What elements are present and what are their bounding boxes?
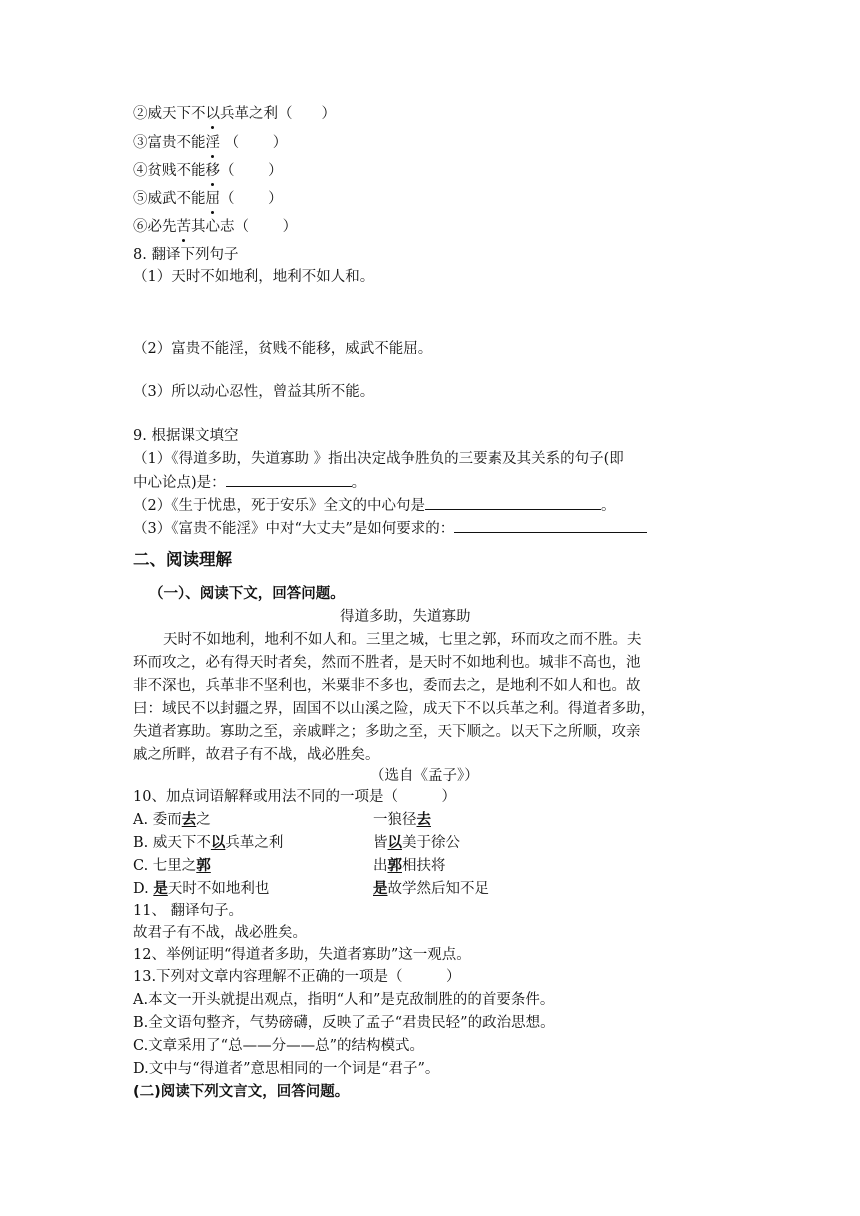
option-text: 兵革之利 xyxy=(225,835,284,851)
q10-option-b xyxy=(133,833,283,853)
q7-item-4-blank: （ ） xyxy=(220,163,283,179)
q7-item-5-text: ⑤威武不能 xyxy=(133,191,206,207)
passage-line: 天时不如地利，地利不如人和。三里之城，七里之郭，环而攻之而不胜。夫 xyxy=(163,632,642,648)
q13-option-b: B.全文语句整齐，气势磅礴，反映了孟子“君贵民轻”的政治思想。 xyxy=(133,1015,555,1031)
passage-line: 曰：域民不以封疆之界，固国不以山溪之险，成天下不以兵革之利。得道者多助， xyxy=(133,701,655,717)
q10-option-d xyxy=(133,879,269,899)
q9-item-3 xyxy=(133,517,647,539)
q9-item-1-end: 。 xyxy=(351,475,367,491)
q10-option-b-compare xyxy=(373,833,460,853)
passage-line: 环而攻之，必有得天时者矣，然而不胜者，是天时不如地利也。城非不高也，池 xyxy=(133,655,641,671)
passage-line: 失道者寡助。寡助之至，亲戚畔之；多助之至，天下顺之。以天下之所顺，攻亲 xyxy=(133,724,641,740)
q7-item-3-text: ③富贵不能 xyxy=(133,135,206,151)
option-text: 故学然后知不足 xyxy=(387,881,489,897)
q13-option-d: D.文中与“得道者”意思相同的一个词是“君子”。 xyxy=(133,1061,440,1077)
q7-item-4 xyxy=(133,161,283,181)
passage-line: 非不深也，兵革非不坚利也，米粟非不多也，委而去之，是地利不如人和也。故 xyxy=(133,678,641,694)
q9-item-3-prompt: （3）《富贵不能淫》中对“大丈夫”是如何要求的： xyxy=(133,521,455,537)
q12-title: 12、举例证明“得道者多助，失道者寡助”这一观点。 xyxy=(133,947,471,963)
q10-option-a xyxy=(133,810,211,830)
q7-item-2-text: ②威天下不 xyxy=(133,106,206,122)
q10-option-c-compare xyxy=(373,856,446,876)
dotted-char: 屈 xyxy=(205,191,220,207)
subsection-heading: （一）、阅读下文，回答问题。 xyxy=(149,586,345,602)
answer-blank[interactable] xyxy=(226,471,352,487)
q7-item-4-text: ④贫贱不能 xyxy=(133,163,206,179)
key-word: 是 xyxy=(373,880,388,897)
q7-item-6-text: ⑥必先 xyxy=(133,219,177,235)
q7-item-3 xyxy=(133,133,287,153)
subsection-heading-2: (二)阅读下列文言文，回答问题。 xyxy=(133,1084,350,1100)
dotted-char: 苦 xyxy=(176,219,191,235)
q7-item-6 xyxy=(133,217,297,237)
dotted-char: 淫 xyxy=(205,135,220,151)
q13-option-c: C.文章采用了“总——分——总”的结构模式。 xyxy=(133,1038,425,1054)
q13-option-a: A.本文一开头就提出观点，指明“人和”是克敌制胜的的首要条件。 xyxy=(133,992,555,1008)
key-word: 郭 xyxy=(196,857,211,874)
q7-item-5-blank: （ ） xyxy=(220,191,283,207)
q9-item-1-line-2 xyxy=(133,471,366,493)
passage-line: 戚之所畔，故君子有不战，战必胜矣。 xyxy=(133,747,380,763)
q8-sentence-3: （3）所以动心忍性，曾益其所不能。 xyxy=(133,384,375,400)
key-word: 去 xyxy=(416,811,431,828)
answer-blank[interactable] xyxy=(454,517,647,533)
q13-title: 13.下列对文章内容理解不正确的一项是（ ） xyxy=(133,969,461,985)
option-text: 天时不如地利也 xyxy=(167,881,270,897)
q8-sentence-2: （2）富贵不能淫，贫贱不能移，威武不能屈。 xyxy=(133,341,433,357)
option-text: C. 七里之 xyxy=(133,858,197,874)
passage-source: （选自《孟子》） xyxy=(370,768,479,784)
key-word: 去 xyxy=(181,811,197,828)
option-text: 相扶将 xyxy=(402,858,446,874)
q11-title: 11、 翻译句子。 xyxy=(133,903,244,919)
option-text: 美于徐公 xyxy=(402,835,460,851)
q9-item-1-prompt: 中心论点)是： xyxy=(133,475,226,491)
key-word: 以 xyxy=(387,834,402,851)
q10-title: 10、加点词语解释或用法不同的一项是（ ） xyxy=(133,789,456,805)
option-text: 皆 xyxy=(373,835,388,851)
q10-option-c xyxy=(133,856,211,876)
option-text: A. 委而 xyxy=(133,812,182,828)
q9-item-2-prompt: （2）《生于忧患，死于安乐》全文的中心句是 xyxy=(133,498,425,514)
dotted-char: 移 xyxy=(205,163,220,179)
q7-item-6-blank: 其心志（ ） xyxy=(191,219,298,235)
option-text: 之 xyxy=(196,812,211,828)
q7-item-2-blank: 兵革之利（ ） xyxy=(220,106,336,122)
q9-item-2 xyxy=(133,494,615,516)
q8-title: 8. 翻译下列句子 xyxy=(133,247,239,263)
option-text: D. xyxy=(133,881,154,897)
option-text: 出 xyxy=(373,858,388,874)
q11-sentence: 故君子有不战，战必胜矣。 xyxy=(133,925,307,941)
passage-title: 得道多助，失道寡助 xyxy=(340,609,471,625)
option-text: 一狼径 xyxy=(373,812,417,828)
key-word: 郭 xyxy=(387,857,402,874)
q9-item-2-end: 。 xyxy=(600,498,616,514)
section-heading: 二、阅读理解 xyxy=(133,550,232,569)
option-text: B. 威天下不 xyxy=(133,835,211,851)
q7-item-2 xyxy=(133,104,336,124)
q9-title: 9. 根据课文填空 xyxy=(133,428,239,444)
q7-item-5 xyxy=(133,189,283,209)
q9-item-1-line-1: （1）《得道多助，失道寡助 》指出决定战争胜负的三要素及其关系的句子(即 xyxy=(133,451,624,467)
q10-option-a-compare xyxy=(373,810,431,830)
q8-sentence-1: （1）天时不如地利，地利不如人和。 xyxy=(133,269,375,285)
dotted-char: 以 xyxy=(205,106,220,122)
q7-item-3-blank: （ ） xyxy=(220,135,288,151)
q10-option-d-compare xyxy=(373,879,489,899)
key-word: 是 xyxy=(153,880,168,897)
key-word: 以 xyxy=(210,834,226,851)
answer-blank[interactable] xyxy=(425,494,601,510)
